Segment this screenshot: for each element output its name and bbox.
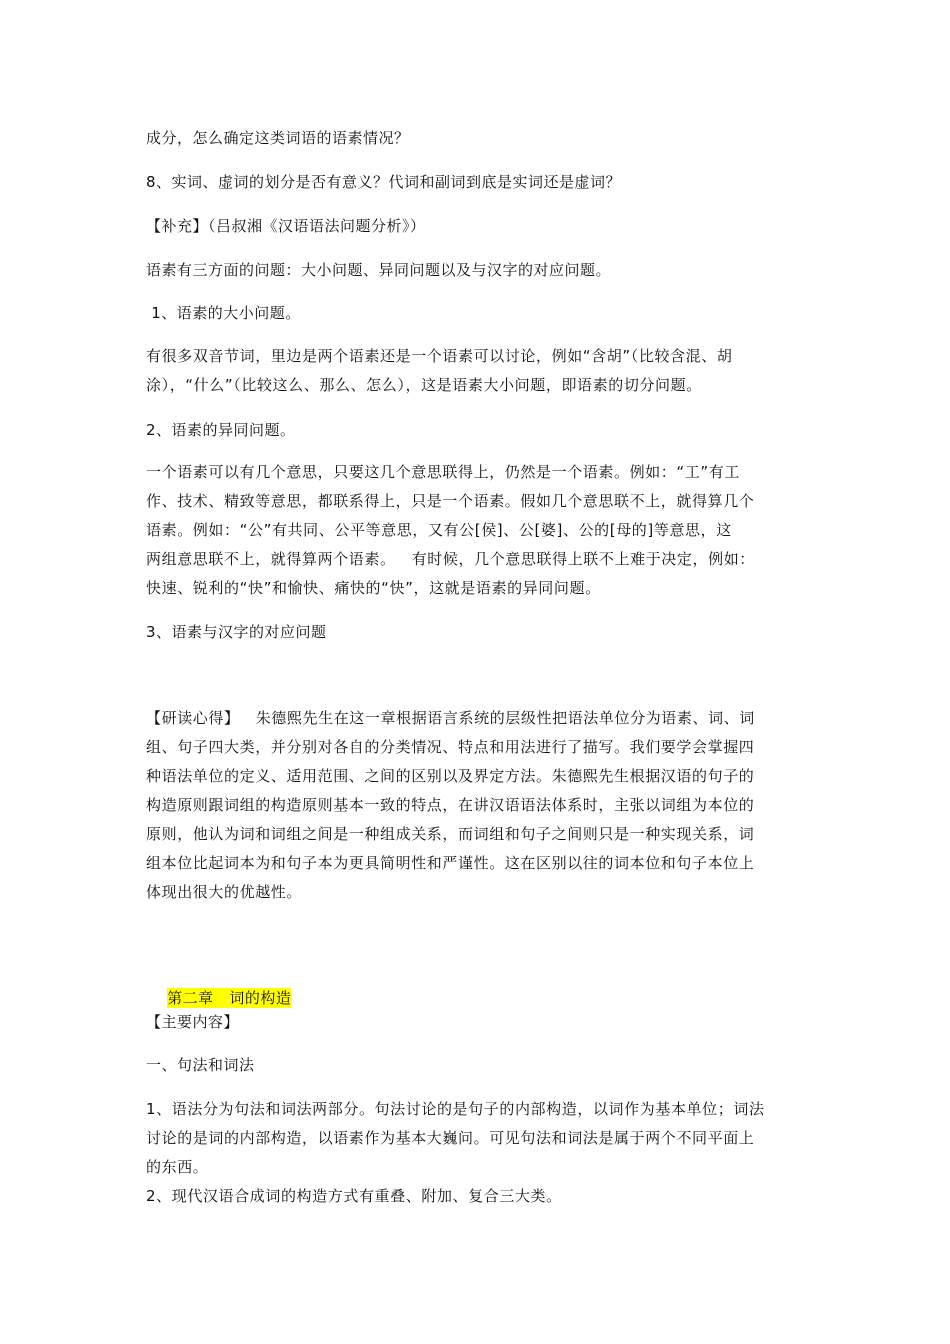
text-line: 语素有三方面的问题：大小问题、异同问题以及与汉字的对应问题。	[146, 261, 612, 279]
paragraph-line: 快速、锐利的“快”和愉快、痛快的“快”，这就是语素的异同问题。	[146, 579, 601, 597]
paragraph-line: 语素。例如：“公”有共同、公平等意思，又有公[侯]、公[婆]、公的[母的]等意思，这	[146, 521, 732, 539]
paragraph-syntax-morphology	[146, 1095, 811, 1211]
paragraph-morpheme-identity	[146, 458, 811, 603]
paragraph-line: 讨论的是词的内部构造，以语素作为基本大巍问。可见句法和词法是属于两个不同平面上	[146, 1129, 755, 1147]
paragraph-line: 作、技术、精致等意思，都联系得上，只是一个语素。假如几个意思联不上，就得算几个	[146, 492, 755, 510]
paragraph-line: 涂），“什么”（比较这么、那么、怎么），这是语素大小问题，即语素的切分问题。	[146, 376, 702, 394]
subheading-morpheme-identity: 2、语素的异同问题。	[146, 421, 296, 439]
paragraph-morpheme-size	[146, 342, 811, 400]
paragraph-line: 有很多双音节词，里边是两个语素还是一个语素可以讨论，例如“含胡”（比较含混、胡	[146, 347, 733, 365]
text-line: 成分，怎么确定这类词语的语素情况？	[146, 129, 410, 147]
paragraph-line: 体现出很大的优越性。	[146, 883, 303, 901]
paragraph-line: 原则，他认为词和词组之间是一种组成关系，而词组和句子之间则只是一种实现关系，词	[146, 825, 755, 843]
paragraph-line: 的东西。	[146, 1158, 209, 1176]
main-content-heading: 【主要内容】	[146, 1013, 240, 1031]
paragraph-line: 【研读心得】 朱德熙先生在这一章根据语言系统的层级性把语法单位分为语素、词、词	[146, 709, 755, 727]
paragraph-line: 种语法单位的定义、适用范围、之间的区别以及界定方法。朱德熙先生根据汉语的句子的	[146, 767, 755, 785]
paragraph-reading-notes	[146, 704, 811, 907]
paragraph-line: 一个语素可以有几个意思，只要这几个意思联得上，仍然是一个语素。例如：“工”有工	[146, 463, 740, 481]
paragraph-line: 构造原则跟词组的构造原则基本一致的特点，在讲汉语语法体系时，主张以词组为本位的	[146, 796, 755, 814]
paragraph-line: 2、现代汉语合成词的构造方式有重叠、附加、复合三大类。	[146, 1187, 562, 1205]
paragraph-line: 两组意思联不上，就得算两个语素。 有时候，几个意思联得上联不上难于决定，例如：	[146, 550, 755, 568]
subheading-morpheme-character: 3、语素与汉字的对应问题	[146, 623, 327, 641]
paragraph-line: 组本位比起词本为和句子本为更具简明性和严谨性。这在区别以往的词本位和句子本位上	[146, 854, 755, 872]
subheading-morpheme-size: 1、语素的大小问题。	[146, 304, 301, 322]
paragraph-line: 组、句子四大类，并分别对各自的分类情况、特点和用法进行了描写。我们要学会掌握四	[146, 738, 755, 756]
paragraph-line: 1、语法分为句法和词法两部分。句法讨论的是句子的内部构造，以词作为基本单位；词法	[146, 1100, 765, 1118]
chapter-title-highlight: 第二章 词的构造	[167, 989, 292, 1007]
supplement-heading: 【补充】（吕叔湘《汉语语法问题分析》）	[146, 217, 426, 235]
question-8: 8、实词、虚词的划分是否有意义？代词和副词到底是实词还是虚词？	[146, 173, 622, 191]
section-heading: 一、句法和词法	[146, 1056, 255, 1074]
